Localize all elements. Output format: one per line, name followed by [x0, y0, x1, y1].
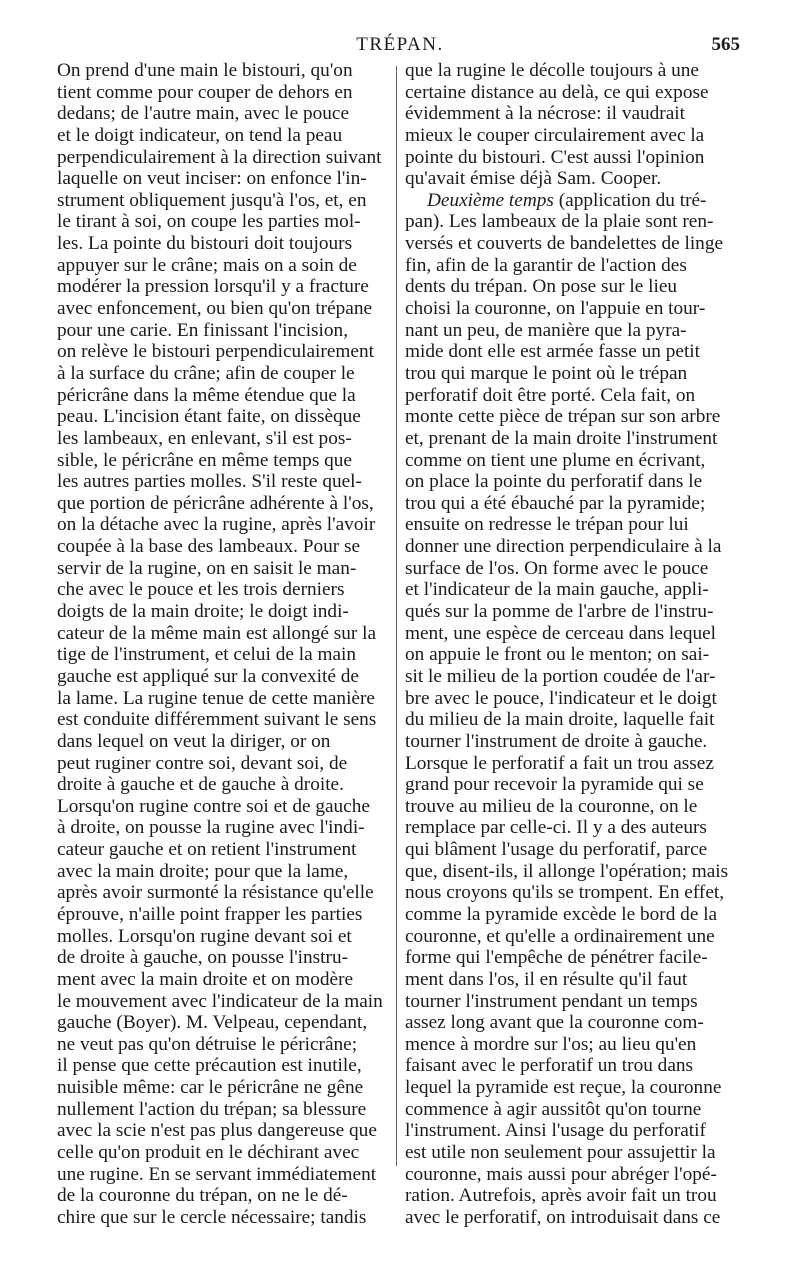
text-line: il pense que cette précaution est inutile,: [57, 1055, 362, 1077]
text-line: couronne, mais aussi pour abréger l'opé-: [405, 1163, 717, 1185]
text-line: pan). Les lambeaux de la plaie sont ren-: [405, 211, 714, 233]
text-line: et, prenant de la main droite l'instrument: [405, 427, 718, 449]
text-line: de droite à gauche, on pousse l'instru-: [57, 947, 349, 969]
text-line: ment dans l'os, il en résulte qu'il faut: [405, 968, 688, 990]
text-line: ration. Autrefois, après avoir fait un trou: [405, 1185, 717, 1207]
text-line: qués sur la pomme de l'arbre de l'instru-: [405, 601, 714, 623]
text-line: pour une carie. En finissant l'incision,: [57, 319, 349, 341]
text-line: fin, afin de la garantir de l'action des: [405, 254, 687, 276]
text-line: avec la main droite; pour que la lame,: [57, 860, 349, 882]
text-line: Lorsque le perforatif a fait un trou assez: [405, 752, 714, 774]
text-line: faisant avec le perforatif un trou dans: [405, 1055, 694, 1077]
text-line: cateur gauche et on retient l'instrument: [57, 839, 357, 861]
text-line: on appuie le front ou le menton; on sai-: [405, 644, 710, 666]
text-line: remplace par celle-ci. Il y a des auteurs: [405, 817, 707, 839]
text-line: che avec le pouce et les trois derniers: [57, 579, 345, 601]
text-line: à droite, on pousse la rugine avec l'indi-: [57, 817, 365, 839]
text-line: forme qui l'empêche de pénétrer facile-: [405, 947, 708, 969]
text-line: donner une direction perpendiculaire à la: [405, 536, 722, 558]
text-line: les autres parties molles. S'il reste quel-: [57, 471, 362, 493]
text-line: une rugine. En se servant immédiatement: [57, 1163, 377, 1185]
text-line: évidemment à la nécrose: il vaudrait: [405, 103, 686, 125]
text-line: tige de l'instrument, et celui de la main: [57, 644, 357, 666]
right-text-column: [405, 60, 733, 1229]
text-line: nullement l'action du trépan; sa blessure: [57, 1098, 367, 1120]
text-line: à la surface du crâne; afin de couper le: [57, 362, 355, 384]
text-line: mence à mordre sur l'os; au lieu qu'en: [405, 1033, 697, 1055]
text-line: peau. L'incision étant faite, on dissèque: [57, 406, 361, 428]
text-line: les. La pointe du bistouri doit toujours: [57, 233, 353, 255]
text-line: Lorsqu'on rugine contre soi et de gauche: [57, 795, 370, 817]
text-line: est conduite différemment suivant le sens: [57, 709, 377, 731]
text-line: trouve au milieu de la couronne, on le: [405, 795, 698, 817]
text-line: que la rugine le décolle toujours à une: [405, 60, 699, 81]
text-line: celle qu'on produit en le déchirant avec: [57, 1142, 360, 1164]
text-line: tient comme pour couper de dehors en: [57, 81, 353, 103]
text-line: comme on tient une plume en écrivant,: [405, 449, 706, 471]
text-line: qui blâment l'usage du perforatif, parce: [405, 839, 708, 861]
text-line: après avoir surmonté la résistance qu'elle: [57, 882, 374, 904]
text-line: peut ruginer contre soi, devant soi, de: [57, 752, 348, 774]
text-line: grand pour recevoir la pyramide qui se: [405, 774, 704, 796]
column-divider: [396, 66, 397, 1166]
text-line: est utile non seulement pour assujettir la: [405, 1142, 716, 1164]
text-line: chire que sur le cercle nécessaire; tandis: [57, 1206, 367, 1228]
text-line: nous croyons qu'ils se trompent. En effet,: [405, 882, 725, 904]
left-text-column: [57, 60, 387, 1229]
text-line: les lambeaux, en enlevant, s'il est pos-: [57, 427, 352, 449]
text-line: trou qui marque le point où le trépan: [405, 362, 688, 384]
text-line: de la couronne du trépan, on ne le dé-: [57, 1185, 348, 1207]
text-line: nuisible même: car le péricrâne ne gêne: [57, 1077, 364, 1099]
text-line: tourner l'instrument pendant un temps: [405, 990, 698, 1012]
text-line: monte cette pièce de trépan sur son arbre: [405, 406, 721, 428]
text-line: le mouvement avec l'indicateur de la main: [57, 990, 383, 1012]
text-line: perpendiculairement à la direction suivant: [57, 146, 382, 168]
text-line: éprouve, n'aille point frapper les parties: [57, 903, 363, 925]
text-line: nant un peu, de manière que la pyra-: [405, 319, 687, 341]
section-heading-rest: (application du tré-: [553, 189, 707, 211]
text-line: commence à agir aussitôt qu'on tourne: [405, 1098, 702, 1120]
text-line: choisi la couronne, on l'appuie en tour-: [405, 298, 706, 320]
text-line: On prend d'une main le bistouri, qu'on: [57, 60, 353, 81]
text-line: pointe du bistouri. C'est aussi l'opinion: [405, 146, 705, 168]
text-line: cateur de la même main est allongé sur la: [57, 622, 377, 644]
text-line: molles. Lorsqu'on rugine devant soi et: [57, 925, 352, 947]
text-line: l'instrument. Ainsi l'usage du perforatif: [405, 1120, 706, 1142]
text-line: dans lequel on veut la diriger, or on: [57, 730, 331, 752]
text-line: assez long avant que la couronne com-: [405, 1012, 704, 1034]
text-line: doigts de la main droite; le doigt indi-: [57, 601, 349, 623]
section-heading-italic: Deuxième temps: [427, 189, 554, 211]
text-line: la lame. La rugine tenue de cette manière: [57, 687, 375, 709]
text-line: avec enfoncement, ou bien qu'on trépane: [57, 298, 373, 320]
page-number: 565: [711, 34, 740, 55]
text-line: on la détache avec la rugine, après l'avoir: [57, 514, 376, 536]
text-line: droite à gauche et de gauche à droite.: [57, 774, 344, 796]
text-line: surface de l'os. On forme avec le pouce: [405, 557, 709, 579]
text-line: dents du trépan. On pose sur le lieu: [405, 276, 678, 298]
text-line: comme la pyramide excède le bord de la: [405, 903, 718, 925]
text-line: gauche est appliqué sur la convexité de: [57, 665, 359, 687]
text-line: tourner l'instrument de droite à gauche.: [405, 730, 708, 752]
text-line: péricrâne dans la même étendue que la: [57, 384, 356, 406]
text-line: certaine distance au delà, ce qui expose: [405, 81, 709, 103]
text-line: avec la scie n'est pas plus dangereuse que: [57, 1120, 377, 1142]
text-line: dedans; de l'autre main, avec le pouce: [57, 103, 350, 125]
text-line: du milieu de la main droite, laquelle fait: [405, 709, 715, 731]
text-line: avec le perforatif, on introduisait dans ce: [405, 1206, 721, 1228]
text-line: que, disent-ils, il allonge l'opération; mais: [405, 860, 729, 882]
text-line: couronne, et qu'elle a ordinairement une: [405, 925, 715, 947]
text-line: ment, une espèce de cerceau dans lequel: [405, 622, 717, 644]
text-line: trou qui a été ébauché par la pyramide;: [405, 492, 706, 514]
text-line: ensuite on redresse le trépan pour lui: [405, 514, 689, 536]
text-line: laquelle on veut inciser: on enfonce l'in-: [57, 168, 367, 190]
text-line: lequel la pyramide est reçue, la couronne: [405, 1077, 722, 1099]
text-line: qu'avait émise déjà Sam. Cooper.: [405, 168, 662, 190]
text-line: perforatif doit être porté. Cela fait, on: [405, 384, 696, 406]
text-line: sit le milieu de la portion coudée de l'ar-: [405, 665, 716, 687]
text-line: sible, le péricrâne en même temps que: [57, 449, 352, 471]
text-line: appuyer sur le crâne; mais on a soin de: [57, 254, 357, 276]
text-line: mide dont elle est armée fasse un petit: [405, 341, 701, 363]
text-line: [405, 190, 733, 212]
running-header-title: TRÉPAN.: [356, 34, 444, 55]
text-line: on relève le bistouri perpendiculairement: [57, 341, 374, 363]
text-line: mieux le couper circulairement avec la: [405, 124, 705, 146]
text-line: coupée à la base des lambeaux. Pour se: [57, 536, 361, 558]
text-line: versés et couverts de bandelettes de linge: [405, 233, 724, 255]
text-line: gauche (Boyer). M. Velpeau, cependant,: [57, 1012, 368, 1034]
text-line: ment avec la main droite et on modère: [57, 968, 354, 990]
text-line: bre avec le pouce, l'indicateur et le doigt: [405, 687, 717, 709]
text-line: et le doigt indicateur, on tend la peau: [57, 124, 343, 146]
text-line: ne veut pas qu'on détruise le péricrâne;: [57, 1033, 358, 1055]
text-line: et l'indicateur de la main gauche, appli-: [405, 579, 709, 601]
text-line: modérer la pression lorsqu'il y a fracture: [57, 276, 369, 298]
text-line: que portion de péricrâne adhérente à l'os,: [57, 492, 374, 514]
text-line: servir de la rugine, on en saisit le man-: [57, 557, 357, 579]
text-line: on place la pointe du perforatif dans le: [405, 471, 703, 493]
text-line: strument obliquement jusqu'à l'os, et, en: [57, 189, 367, 211]
text-line: le tirant à soi, on coupe les parties mol-: [57, 211, 361, 233]
